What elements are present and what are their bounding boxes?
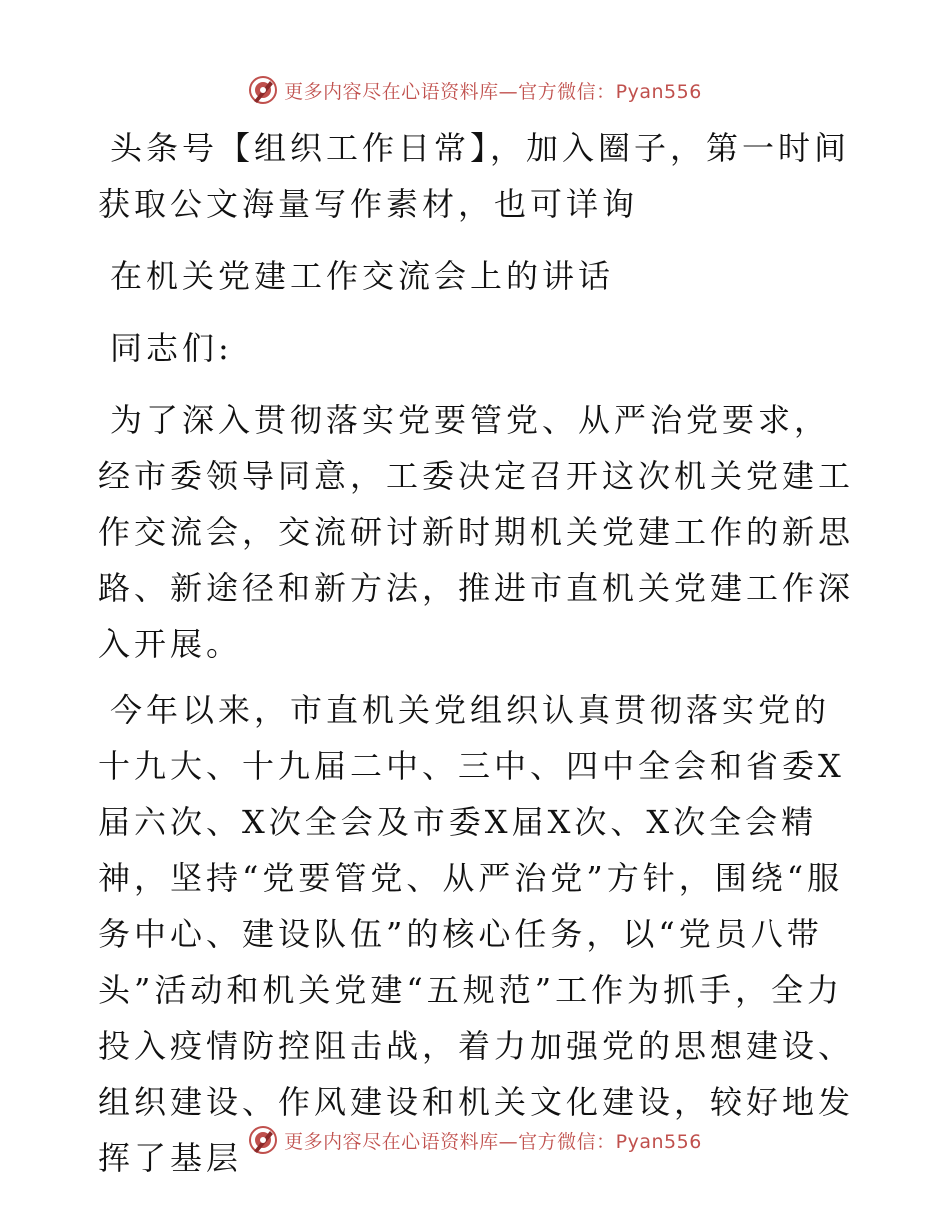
intro-text: 头条号【组织工作日常】，加入圈子，第一时间获取公文海量写作素材，也可详询 — [98, 129, 851, 223]
footer-banner — [0, 1120, 950, 1160]
pen-seal-icon — [248, 75, 278, 105]
pen-seal-icon — [248, 1125, 278, 1155]
document-body — [98, 120, 858, 1196]
greeting: 同志们: — [110, 329, 233, 367]
header-banner — [0, 70, 950, 110]
paragraph-1: 为了深入贯彻落实党要管党、从严治党要求，经市委领导同意，工委决定召开这次机关党建工作交流会，交流研讨新时期机关党建工作的新思路、新途径和新方法，推进市直机关党建工作深入开展。 — [98, 401, 855, 663]
footer-banner-text: 更多内容尽在心语资料库—官方微信：Pyan556 — [284, 1130, 702, 1153]
header-banner-text: 更多内容尽在心语资料库—官方微信：Pyan556 — [284, 80, 702, 103]
speech-title: 在机关党建工作交流会上的讲话 — [110, 257, 615, 295]
paragraph-2: 今年以来，市直机关党组织认真贯彻落实党的十九大、十九届二中、三中、四中全会和省委X届六次、X次全会及市委X届X次、X次全会精神，坚持“党要管党、从严治党”方针，围绕“服务中心、建设队伍”的核心任务，以“党员八带头”活动和机关党建“五规范”工作为抓手，全力投入疫情防控阻击战，着力加强党的思想建设、组织建设、作风建设和机关文化建设，较好地发挥了基层 — [98, 691, 855, 1177]
